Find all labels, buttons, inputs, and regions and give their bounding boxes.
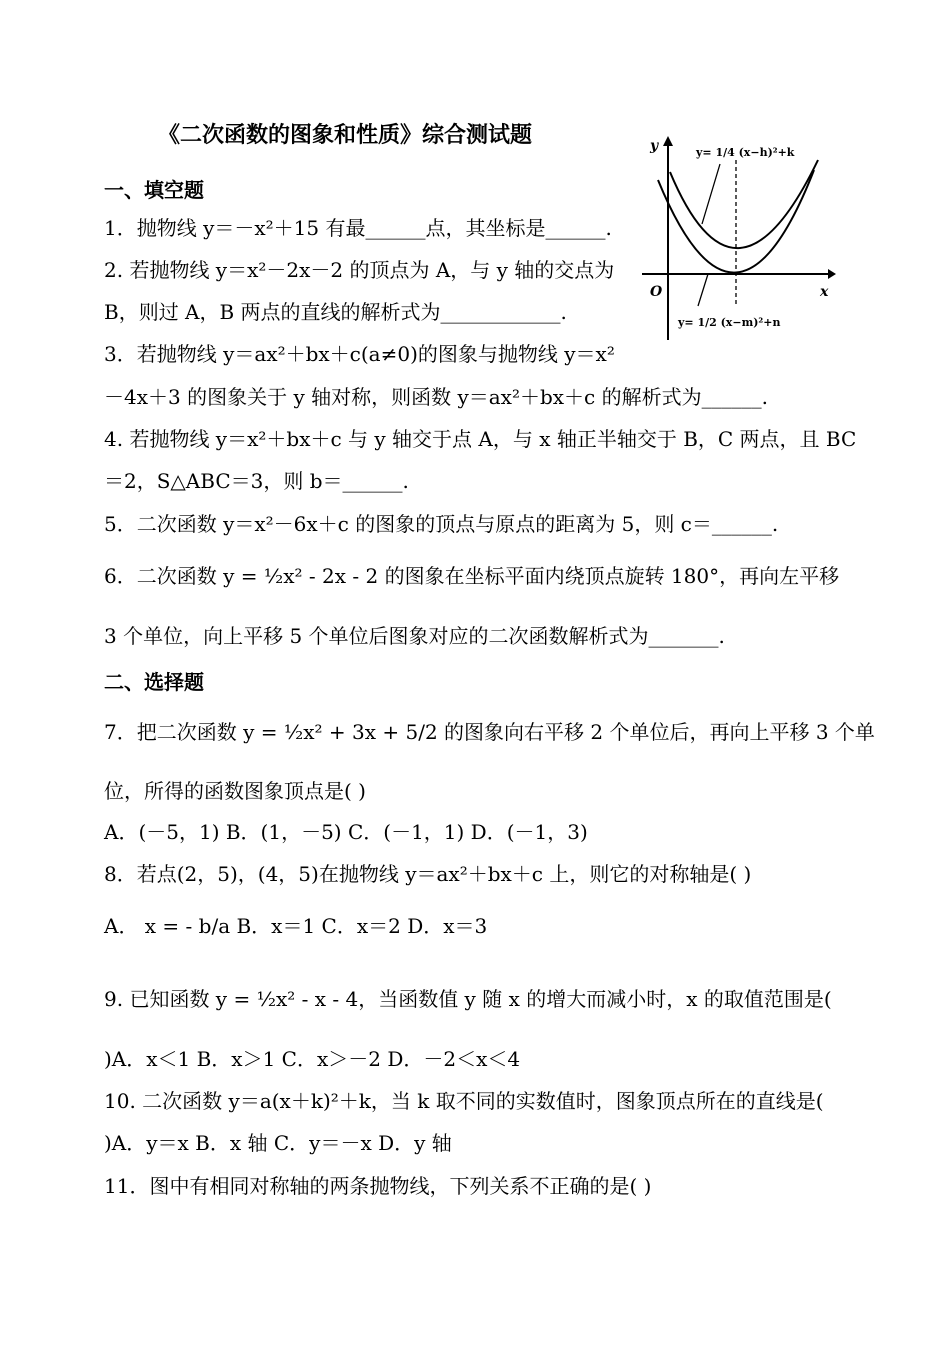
- question-5: 5．二次函数 y＝x²－6x＋c 的图象的顶点与原点的距离为 5，则 c＝______.: [104, 512, 779, 536]
- x-axis-label: x: [820, 284, 829, 300]
- question-6-line-2: 3 个单位，向上平移 5 个单位后图象对应的二次函数解析式为_______.: [104, 624, 725, 648]
- question-7-line-2: 位，所得的函数图象顶点是( ): [104, 779, 366, 803]
- parabola-figure: [638, 130, 838, 345]
- question-11: 11．图中有相同对称轴的两条抛物线，下列关系不正确的是( ): [104, 1174, 652, 1198]
- origin-label: O: [650, 284, 663, 300]
- question-4-line-2: ＝2，S△ABC＝3，则 b＝______.: [104, 469, 409, 493]
- question-7-options: A．(－5，1) B．(1，－5) C．(－1，1) D．(－1，3): [104, 820, 588, 844]
- lower-curve-label: y= 1/2 (x−m)²+n: [678, 316, 781, 329]
- question-8: 8．若点(2，5)，(4，5)在抛物线 y＝ax²＋bx＋c 上，则它的对称轴是( ): [104, 862, 752, 886]
- question-1: 1．抛物线 y＝－x²＋15 有最______点，其坐标是______.: [104, 216, 612, 240]
- parabola-lower: [670, 160, 818, 248]
- leader-top: [702, 164, 720, 224]
- upper-curve-label: y= 1/4 (x−h)²+k: [696, 146, 795, 159]
- question-9-line-1: 9. 已知函数 y = ½x² - x - 4，当函数值 y 随 x 的增大而减小时，x 的取值范围是(: [104, 987, 832, 1011]
- question-10-line-1: 10. 二次函数 y＝a(x＋k)²＋k，当 k 取不同的实数值时，图象顶点所在的直线是(: [104, 1089, 824, 1113]
- question-2-line-1: 2. 若抛物线 y＝x²－2x－2 的顶点为 A，与 y 轴的交点为: [104, 258, 615, 282]
- page-title: 《二次函数的图象和性质》综合测试题: [158, 123, 533, 148]
- parabola-upper: [658, 170, 814, 273]
- x-axis-arrow: [828, 269, 836, 279]
- question-3-line-2: －4x＋3 的图象关于 y 轴对称，则函数 y＝ax²＋bx＋c 的解析式为______.: [104, 385, 768, 409]
- question-7-line-1: 7．把二次函数 y = ½x² + 3x + 5/2 的图象向右平移 2 个单位后，再向上平移 3 个单: [104, 720, 875, 744]
- question-8-options: A． x = - b/a B．x＝1 C．x＝2 D．x＝3: [104, 914, 488, 938]
- y-axis-label: y: [650, 138, 659, 154]
- question-9-options: )A．x＜1 B．x＞1 C．x＞－2 D．－2＜x＜4: [104, 1047, 521, 1071]
- question-6-line-1: 6．二次函数 y = ½x² - 2x - 2 的图象在坐标平面内绕顶点旋转 180°，再向左平移: [104, 564, 840, 588]
- question-2-line-2: B，则过 A，B 两点的直线的解析式为____________.: [104, 300, 567, 324]
- y-axis-arrow: [663, 136, 673, 146]
- question-3-line-1: 3．若抛物线 y＝ax²＋bx＋c(a≠0)的图象与抛物线 y＝x²: [104, 342, 615, 366]
- section-fill-in: 一、填空题: [104, 178, 204, 202]
- leader-bottom: [698, 274, 708, 306]
- question-10-options: )A．y＝x B．x 轴 C．y＝－x D．y 轴: [104, 1131, 452, 1155]
- question-4-line-1: 4. 若抛物线 y＝x²＋bx＋c 与 y 轴交于点 A，与 x 轴正半轴交于 B，C 两点，且 BC: [104, 427, 857, 451]
- section-choice: 二、选择题: [104, 670, 204, 694]
